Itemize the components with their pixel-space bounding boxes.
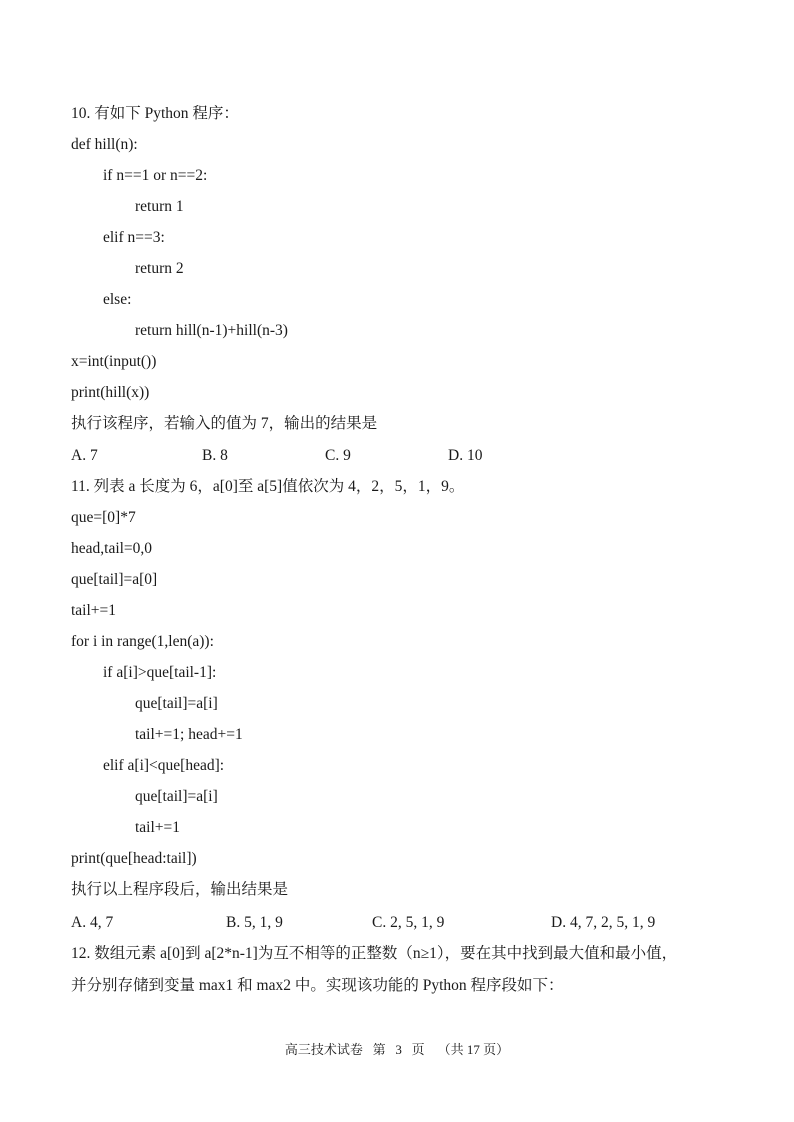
q11-option-c: C. 2, 5, 1, 9 (372, 914, 445, 931)
q11-question: 执行以上程序段后，输出结果是 (71, 881, 289, 898)
q10-code-line: if n==1 or n==2: (103, 167, 208, 184)
q10-option-d: D. 10 (448, 447, 483, 464)
q10-option-c: C. 9 (325, 447, 351, 464)
q11-code-line: if a[i]>que[tail-1]: (103, 664, 217, 681)
q11-code-line: que=[0]*7 (71, 509, 136, 526)
q10-option-b: B. 8 (202, 447, 228, 464)
q12-stem-line2: 并分别存储到变量 max1 和 max2 中。实现该功能的 Python 程序段如下： (71, 977, 564, 994)
q11-code-line: que[tail]=a[i] (135, 695, 218, 712)
q11-code-line: que[tail]=a[0] (71, 571, 158, 588)
q11-code-line: tail+=1; head+=1 (135, 726, 243, 743)
q10-code-line: else: (103, 291, 132, 308)
q10-code-line: elif n==3: (103, 229, 165, 246)
q11-code-line: head,tail=0,0 (71, 540, 153, 557)
q11-code-line: elif a[i]<que[head]: (103, 757, 225, 774)
q11-code-line: tail+=1 (135, 819, 181, 836)
q11-code-line: print(que[head:tail]) (71, 850, 197, 867)
q12-stem-line1: 12. 数组元素 a[0]到 a[2*n-1]为互不相等的正整数（n≥1），要在其中找到最大值和最小值， (71, 945, 678, 962)
q10-code-line: return hill(n-1)+hill(n-3) (135, 322, 288, 339)
q11-option-b: B. 5, 1, 9 (226, 914, 283, 931)
q10-code-line: x=int(input()) (71, 353, 157, 370)
q10-stem: 10. 有如下 Python 程序： (71, 105, 239, 122)
q11-option-a: A. 4, 7 (71, 914, 114, 931)
q11-option-d: D. 4, 7, 2, 5, 1, 9 (551, 914, 656, 931)
q11-code-line: que[tail]=a[i] (135, 788, 218, 805)
q10-question: 执行该程序，若输入的值为 7，输出的结果是 (71, 415, 378, 432)
q11-code-line: tail+=1 (71, 602, 117, 619)
page-footer: 高三技术试卷 第 3 页 （共 17 页） (284, 1042, 510, 1057)
q10-option-a: A. 7 (71, 447, 98, 464)
q10-code-line: def hill(n): (71, 136, 138, 153)
q10-code-line: return 1 (135, 198, 184, 215)
q11-stem: 11. 列表 a 长度为 6，a[0]至 a[5]值依次为 4，2，5，1，9。 (71, 478, 465, 495)
q10-code-line: print(hill(x)) (71, 384, 150, 401)
q10-code-line: return 2 (135, 260, 184, 277)
q11-code-line: for i in range(1,len(a)): (71, 633, 214, 650)
